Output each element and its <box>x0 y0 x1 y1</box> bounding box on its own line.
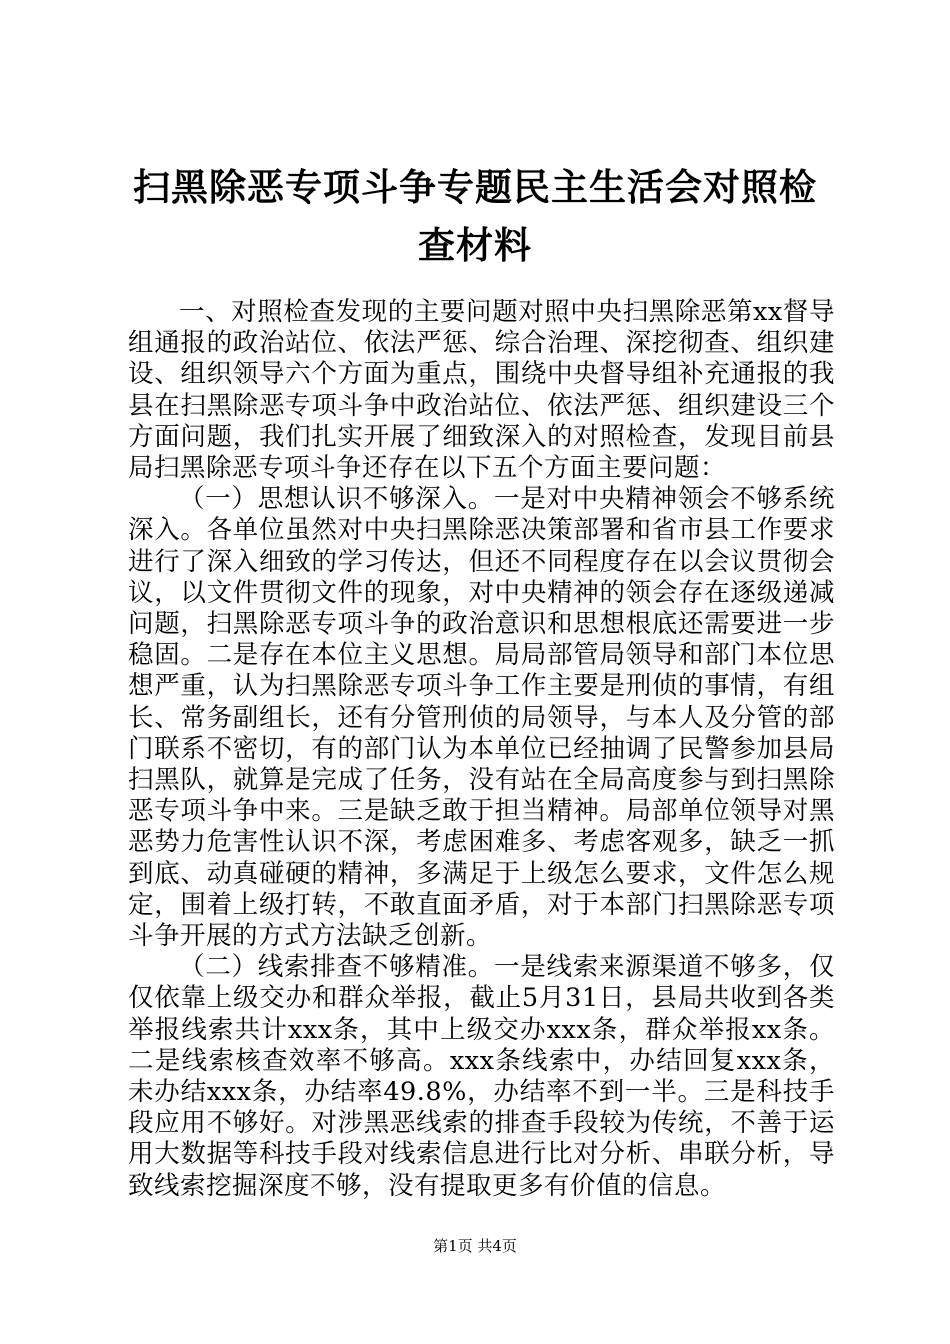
document-body <box>128 297 835 1202</box>
paragraph-overview: 一、对照检查发现的主要问题对照中央扫黑除恶第xx督导组通报的政治站位、依法严惩、综合治理、深挖彻查、组织建设、组织领导六个方面为重点，围绕中央督导组补充通报的我县在扫黑除恶专项斗争中政治站位、依法严惩、组织建设三个方面问题，我们扎实开展了细致深入的对照检查，发现目前县局扫黑除恶专项斗争还存在以下五个方面主要问题： <box>128 297 835 484</box>
paragraph-section-2: （二）线索排查不够精准。一是线索来源渠道不够多，仅仅依靠上级交办和群众举报，截止5月31日，县局共收到各类举报线索共计xxx条，其中上级交办xxx条，群众举报xx条。二是线索核查效率不够高。xxx条线索中，办结回复xxx条，未办结xxx条，办结率49.8%，办结率不到一半。三是科技手段应用不够好。对涉黑恶线索的排查手段较为传统，不善于运用大数据等科技手段对线索信息进行比对分析、串联分析，导致线索挖掘深度不够，没有提取更多有价值的信息。 <box>128 952 835 1201</box>
document-title: 扫黑除恶专项斗争专题民主生活会对照检查材料 <box>133 165 817 267</box>
page-footer: 第1页 共4页 <box>433 1237 517 1255</box>
paragraph-section-1: （一）思想认识不够深入。一是对中央精神领会不够系统深入。各单位虽然对中央扫黑除恶决策部署和省市县工作要求进行了深入细致的学习传达，但还不同程度存在以会议贯彻会议，以文件贯彻文件的现象，对中央精神的领会存在逐级递减问题，扫黑除恶专项斗争的政治意识和思想根底还需要进一步稳固。二是存在本位主义思想。局局部管局领导和部门本位思想严重，认为扫黑除恶专项斗争工作主要是刑侦的事情，有组长、常务副组长，还有分管刑侦的局领导，与本人及分管的部门联系不密切，有的部门认为本单位已经抽调了民警参加县局扫黑队，就算是完成了任务，没有站在全局高度参与到扫黑除恶专项斗争中来。三是缺乏敢于担当精神。局部单位领导对黑恶势力危害性认识不深，考虑困难多、考虑客观多，缺乏一抓到底、动真碰硬的精神，多满足于上级怎么要求，文件怎么规定，围着上级打转，不敢直面矛盾，对于本部门扫黑除恶专项斗争开展的方式方法缺乏创新。 <box>128 484 835 952</box>
